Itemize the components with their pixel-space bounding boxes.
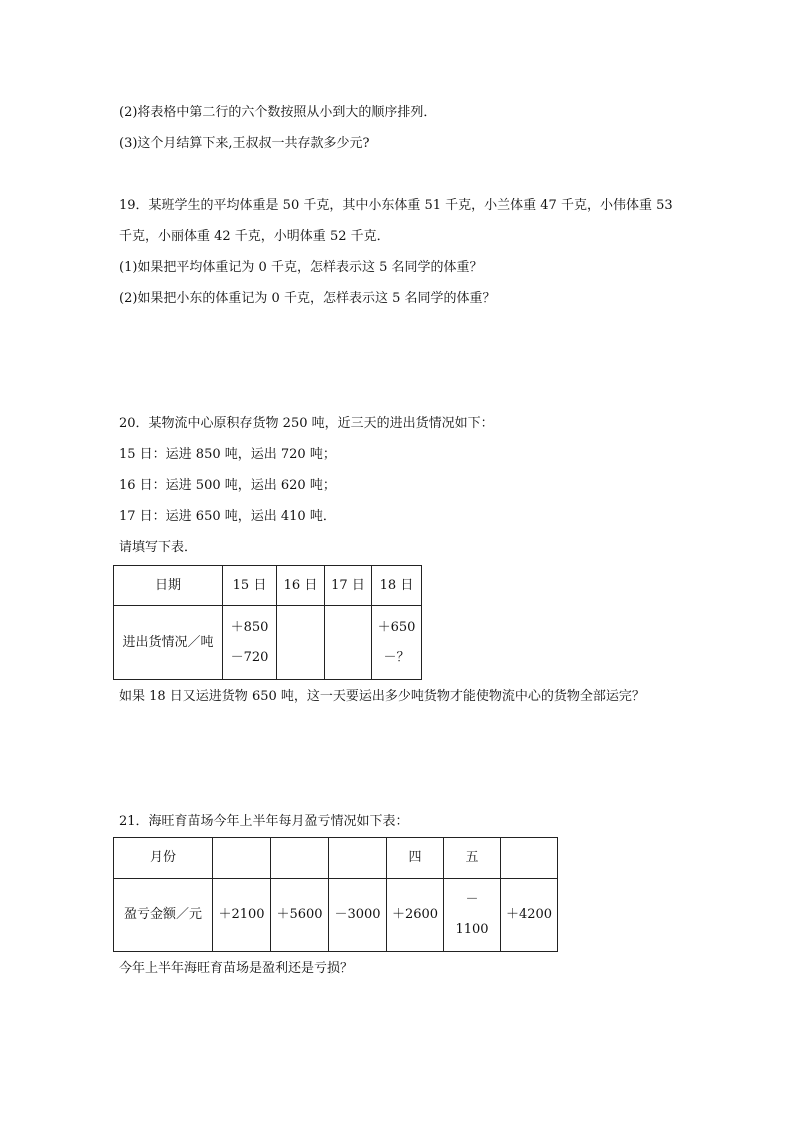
q20-cell-16 [277, 606, 325, 680]
q19-stem-line1: 19．某班学生的平均体重是 50 千克，其中小东体重 51 千克，小兰体重 47 千克，小伟体重 53 [119, 198, 673, 213]
q19-part1: (1)如果把平均体重记为 0 千克，怎样表示这 5 名同学的体重？ [119, 260, 483, 275]
q20-header-15: 15 日 [223, 566, 277, 606]
q21-value-5 [444, 879, 501, 952]
q21-header-m6 [501, 838, 558, 879]
q19-stem-line2: 千克，小丽体重 42 千克，小明体重 52 千克． [119, 229, 390, 244]
q20-cell-17 [325, 606, 372, 680]
q20-day17: 17 日：运进 650 吨，运出 410 吨． [119, 509, 336, 524]
q21-value-4: ＋2600 [387, 879, 444, 952]
q21-row-label: 盈亏金额／元 [114, 879, 213, 952]
q21-header-m3 [329, 838, 387, 879]
q18-part3: (3)这个月结算下来,王叔叔一共存款多少元? [119, 136, 370, 151]
q21-header-m2 [271, 838, 329, 879]
q20-instruction: 请填写下表． [119, 540, 198, 555]
q21-table [113, 837, 558, 952]
q21-stem: 21．海旺育苗场今年上半年每月盈亏情况如下表： [119, 814, 409, 829]
q20-question: 如果 18 日又运进货物 650 吨，这一天要运出多少吨货物才能使物流中心的货物全部运完？ [119, 689, 645, 704]
q20-table [113, 565, 422, 680]
q21-value-5-number: 1100 [455, 922, 489, 937]
q20-day16: 16 日：运进 500 吨，运出 620 吨； [119, 478, 336, 493]
q21-header-month: 月份 [114, 838, 213, 879]
q19-part2: (2)如果把小东的体重记为 0 千克，怎样表示这 5 名同学的体重？ [119, 291, 496, 306]
q20-cell-18 [372, 606, 422, 680]
q20-cell-18-in: ＋650 [377, 619, 416, 635]
q20-stem: 20．某物流中心原积存货物 250 吨，近三天的进出货情况如下： [119, 416, 494, 431]
q21-value-1: ＋2100 [213, 879, 271, 952]
q20-cell-18-out: －？ [383, 649, 410, 665]
q20-cell-15-out: －720 [230, 649, 269, 665]
q20-header-18: 18 日 [372, 566, 422, 606]
q21-value-6: ＋4200 [501, 879, 558, 952]
q21-value-2: ＋5600 [271, 879, 329, 952]
q21-header-m1 [213, 838, 271, 879]
q21-value-5-sign: － [465, 892, 479, 907]
q20-header-16: 16 日 [277, 566, 325, 606]
q18-part2: (2)将表格中第二行的六个数按照从小到大的顺序排列． [119, 105, 437, 120]
q20-cell-15-in: ＋850 [230, 619, 269, 635]
q20-row-label: 进出货情况／吨 [114, 606, 223, 680]
q20-day15: 15 日：运进 850 吨，运出 720 吨； [119, 447, 336, 462]
q21-header-m5: 五 [444, 838, 501, 879]
q20-header-17: 17 日 [325, 566, 372, 606]
q21-question: 今年上半年海旺育苗场是盈利还是亏损？ [119, 961, 354, 976]
q20-cell-15 [223, 606, 277, 680]
q20-header-date: 日期 [114, 566, 223, 606]
q21-header-m4: 四 [387, 838, 444, 879]
q21-value-3: －3000 [329, 879, 387, 952]
